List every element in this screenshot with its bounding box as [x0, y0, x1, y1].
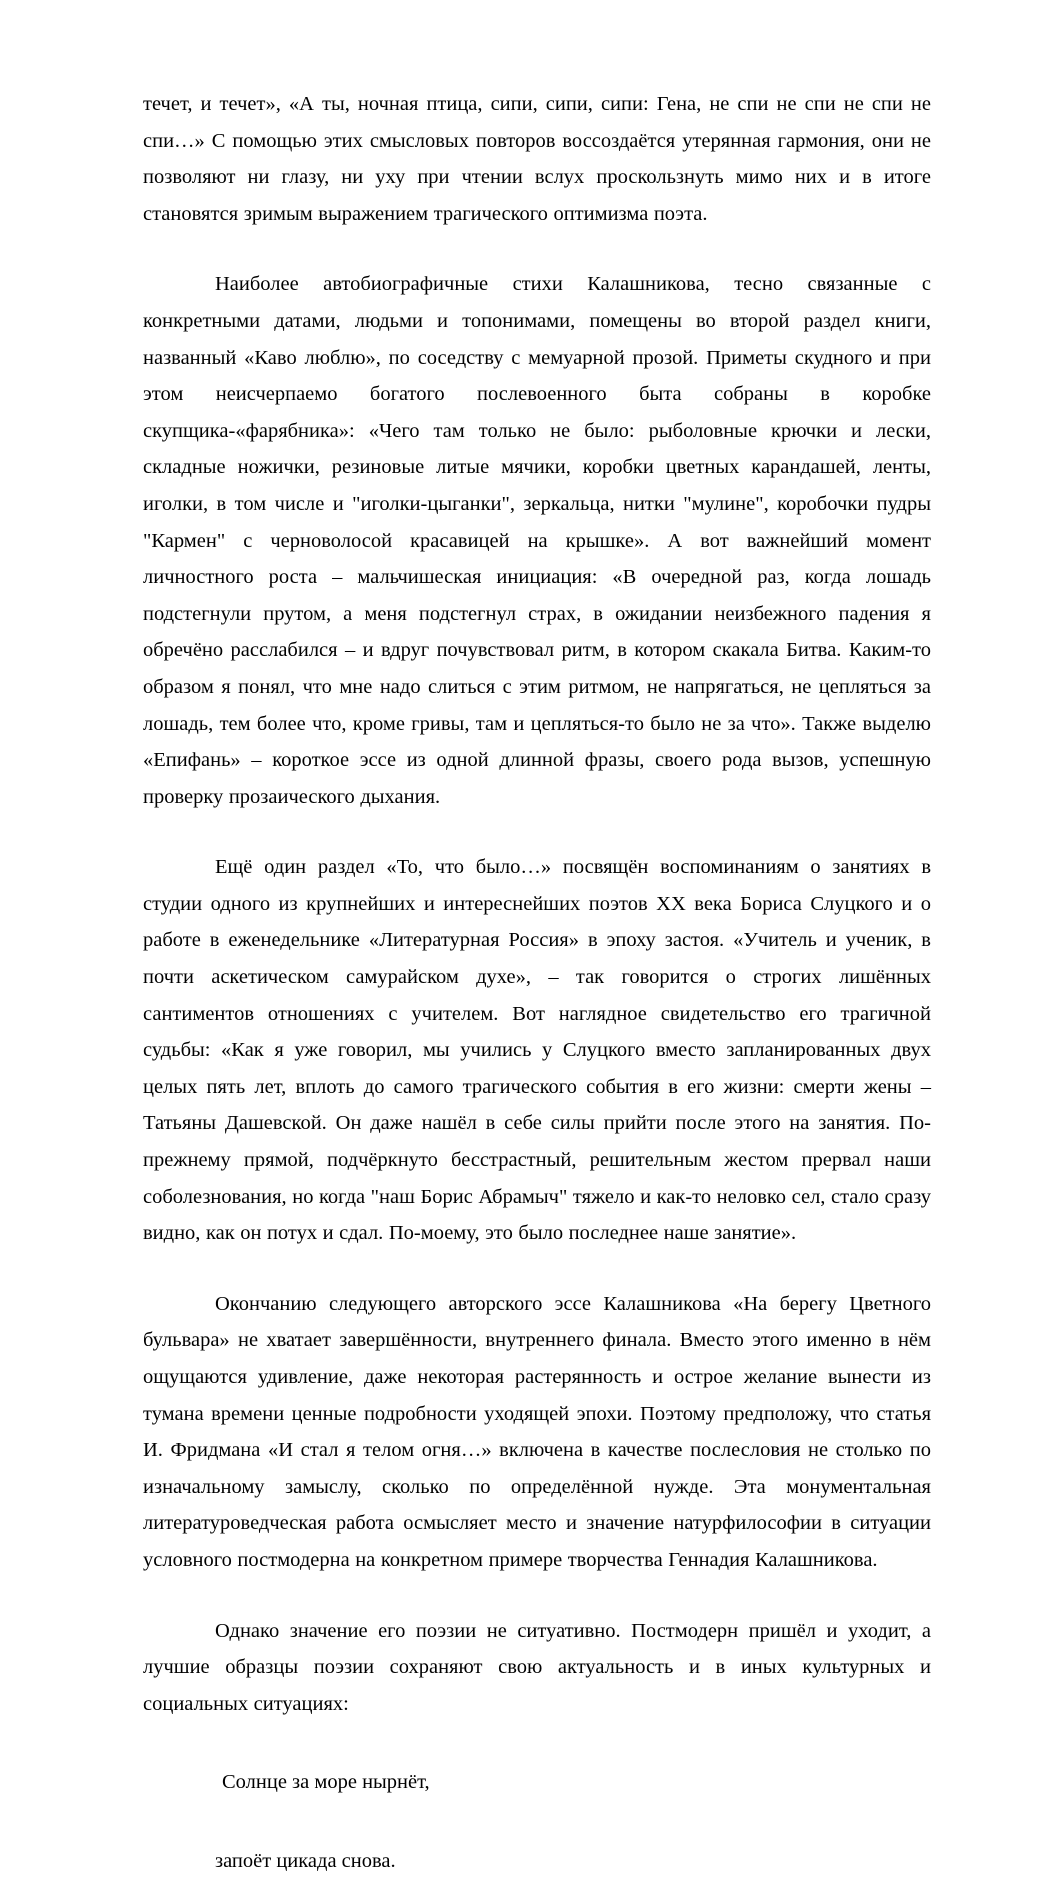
verse-line-1: Солнце за море нырнёт,	[222, 1771, 430, 1794]
paragraph-3: Ещё один раздел «То, что было…» посвящён воспоминаниям о занятиях в студии одного из крупнейших и интереснейших поэтов XX века Бориса Слуцкого и о работе в еженедельнике «Литературная Россия» в эпоху застоя. «Учитель и ученик, в почти аскетическом самурайском духе», – так говорится о строгих лишённых сантиментов отношениях с учителем. Вот наглядное свидетельство его трагичной судьбы: «Как я уже говорил, мы учились у Слуцкого вместо запланированных двух целых пять лет, вплоть до самого трагического события в его жизни: смерти жены – Татьяны Дашевской. Он даже нашёл в себе силы прийти после этого на занятия. По-прежнему прямой, подчёркнуто бесстрастный, решительным жестом прервал наши соболезнования, но когда "наш Борис Абрамыч" тяжело и как-то неловко сел, стало сразу видно, как он потух и сдал. По-моему, это было последнее наше занятие».	[143, 856, 931, 1245]
paragraph-5: Однако значение его поэзии не ситуативно. Постмодерн пришёл и уходит, а лучшие образцы поэзии сохраняют свою актуальность и в иных культурных и социальных ситуациях:	[143, 1619, 931, 1715]
paragraph-2: Наиболее автобиографичные стихи Калашникова, тесно связанные с конкретными датами, людьми и топонимами, помещены во второй раздел книги, названный «Каво люблю», по соседству с мемуарной прозой. Приметы скудного и при этом неисчерпаемо богатого послевоенного быта собраны в коробке скупщика-«фарябника»: «Чего там только не было: рыболовные крючки и лески, складные ножички, резиновые литые мячики, коробки цветных карандашей, ленты, иголки, в том числе и "иголки-цыганки", зеркальца, нитки "мулине", коробочки пудры "Кармен" с черноволосой красавицей на крышке». А вот важнейший момент личностного роста – мальчишеская инициация: «В очередной раз, когда лошадь подстегнули прутом, а меня подстегнул страх, в ожидании неизбежного падения я обречёно расслабился – и вдруг почувствовал ритм, в котором скакала Битва. Каким-то образом я понял, что мне надо слиться с этим ритмом, не напрягаться, не цепляться за лошадь, тем более что, кроме гривы, там и цепляться-то было не за что». Также выделю «Епифань» – короткое эссе из одной длинной фразы, своего рода вызов, успешную проверку прозаического дыхания.	[143, 273, 931, 808]
verse-line-2: запоёт цикада снова.	[215, 1849, 396, 1872]
text-column	[143, 86, 931, 1880]
paragraph-1: течет, и течет», «А ты, ночная птица, сипи, сипи, сипи: Гена, не спи не спи не спи не спи…» С помощью этих смысловых повторов воссоздаётся утерянная гармония, они не позволяют ни глазу, ни уху при чтении вслух проскользнуть мимо них и в итоге становятся зримым выражением трагического оптимизма поэта.	[143, 93, 931, 225]
paragraph-4: Окончанию следующего авторского эссе Калашникова «На берегу Цветного бульвара» не хватает завершённости, внутреннего финала. Вместо этого именно в нём ощущаются удивление, даже некоторая растерянность и острое желание вынести из тумана времени ценные подробности уходящей эпохи. Поэтому предположу, что статья И. Фридмана «И стал я телом огня…» включена в качестве послесловия не столько по изначальному замыслу, сколько по определённой нужде. Эта монументальная литературоведческая работа осмысляет место и значение натурфилософии в ситуации условного постмодерна на конкретном примере творчества Геннадия Калашникова.	[143, 1292, 931, 1571]
